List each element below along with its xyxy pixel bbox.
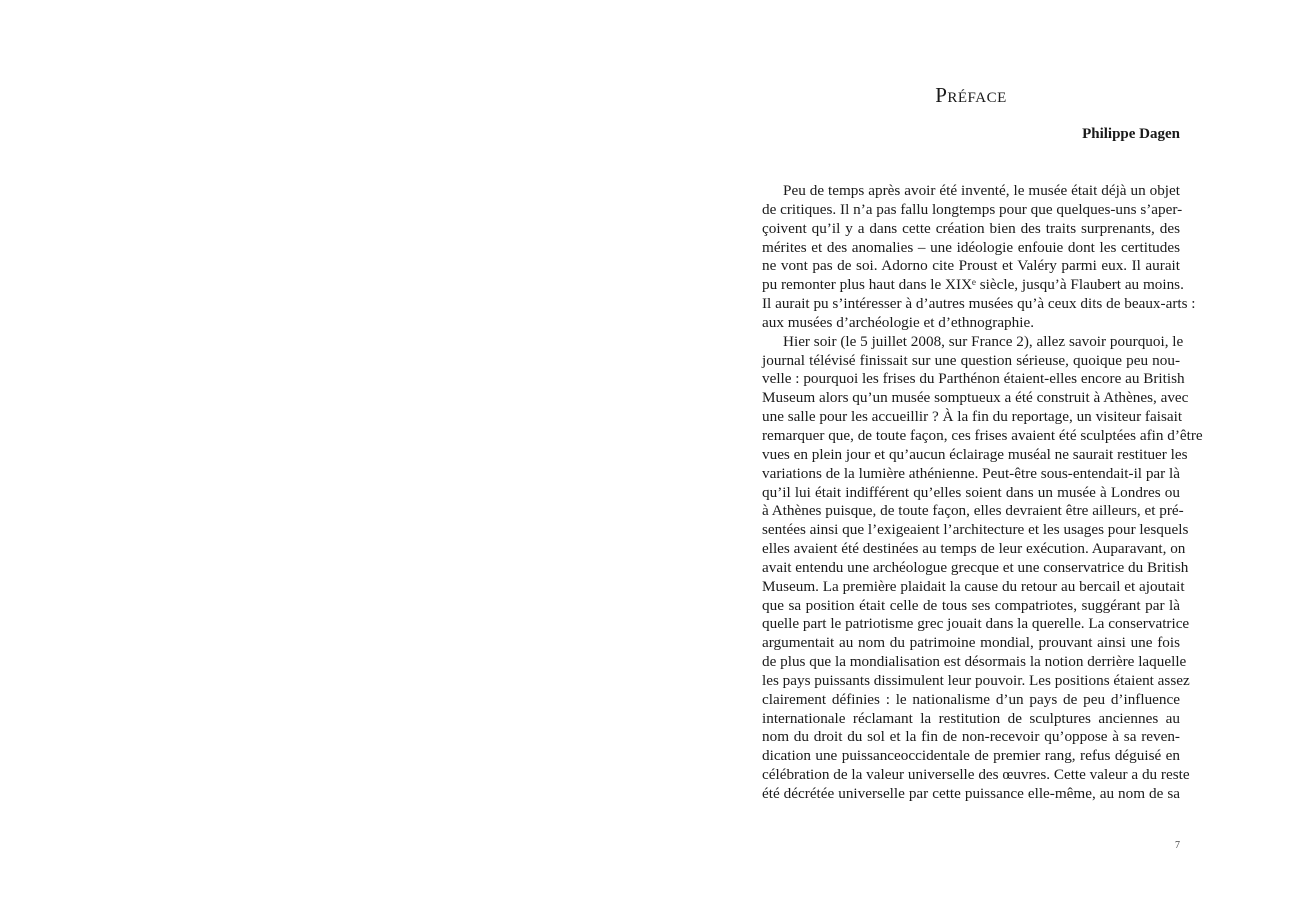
text-line: vues en plein jour et qu’aucun éclairage muséal ne saurait restituer les [762,445,1188,463]
text-line: aux musées d’archéologie et d’ethnographie. [762,313,1035,331]
text-line: sentées ainsi que l’exigeaient l’architecture et les usages pour lesquels [762,521,1189,539]
page-title: Préface [935,83,1007,107]
author-name: Philippe Dagen [1082,126,1180,142]
text-line: çoivent qu’il y a dans cette création bien des traits surprenants, des [762,219,1180,237]
text-line: variations de la lumière athénienne. Peut-être sous-entendait-il par là [762,464,1180,482]
text-line: avait entendu une archéologue grecque et une conservatrice du British [762,558,1189,576]
text-line: internationale réclamant la restitution de sculptures anciennes au [762,709,1180,727]
text-line: Il aurait pu s’intéresser à d’autres musées qu’à ceux dits de beaux-arts : [762,295,1196,313]
text-line: qu’il lui était indifférent qu’elles soient dans un musée à Londres ou [762,483,1180,501]
text-line: velle : pourquoi les frises du Parthénon étaient-elles encore au British [762,370,1185,388]
text-line: Peu de temps après avoir été inventé, le musée était déjà un objet [783,182,1180,199]
text-line: Hier soir (le 5 juillet 2008, sur France 2), allez savoir pourquoi, le [783,332,1184,350]
text-line: célébration de la valeur universelle des œuvres. Cette valeur a du reste [762,766,1190,784]
text-line: de plus que la mondialisation est désormais la notion derrière laquelle [762,653,1187,671]
page-number: 7 [1175,840,1180,851]
text-line: ne vont pas de soi. Adorno cite Proust et Valéry parmi eux. Il aurait [762,257,1180,275]
text-line: Museum. La première plaidait la cause du retour au bercail et ajoutait [762,577,1185,595]
text-line: mérites et des anomalies – une idéologie enfouie dont les certitudes [762,238,1180,256]
text-line: les pays puissants dissimulent leur pouvoir. Les positions étaient assez [762,671,1190,689]
text-line: elles avaient été destinées au temps de leur exécution. Auparavant, on [762,540,1186,558]
text-line: à Athènes puisque, de toute façon, elles devraient être ailleurs, et pré- [762,502,1184,520]
text-line: été décrétée universelle par cette puissance elle-même, au nom de sa [762,785,1180,802]
text-line: clairement définies : le nationalisme d’un pays de peu d’influence [762,690,1180,708]
text-line: de critiques. Il n’a pas fallu longtemps pour que quelques-uns s’aper- [762,200,1183,218]
body-text [762,182,1203,804]
text-line: une salle pour les accueillir ? À la fin du reportage, un visiteur faisait [762,408,1183,426]
text-line: remarquer que, de toute façon, ces frises avaient été sculptées afin d’être [762,426,1203,444]
text-line: argumentait au nom du patrimoine mondial, prouvant ainsi une fois [762,634,1180,652]
text-line: que sa position était celle de tous ses compatriotes, suggérant par là [762,596,1180,614]
text-line: Museum alors qu’un musée somptueux a été construit à Athènes, avec [762,389,1189,407]
text-line: nom du droit du sol et la fin de non-recevoir qu’oppose à sa reven- [762,728,1180,746]
text-line: pu remonter plus haut dans le XIXᵉ siècle, jusqu’à Flaubert au moins. [762,276,1184,294]
text-line: dication une puissanceoccidentale de premier rang, refus déguisé en [762,747,1180,765]
text-line: quelle part le patriotisme grec jouait dans la querelle. La conservatrice [762,615,1190,633]
text-line: journal télévisé finissait sur une question sérieuse, quoique peu nou- [762,351,1180,369]
